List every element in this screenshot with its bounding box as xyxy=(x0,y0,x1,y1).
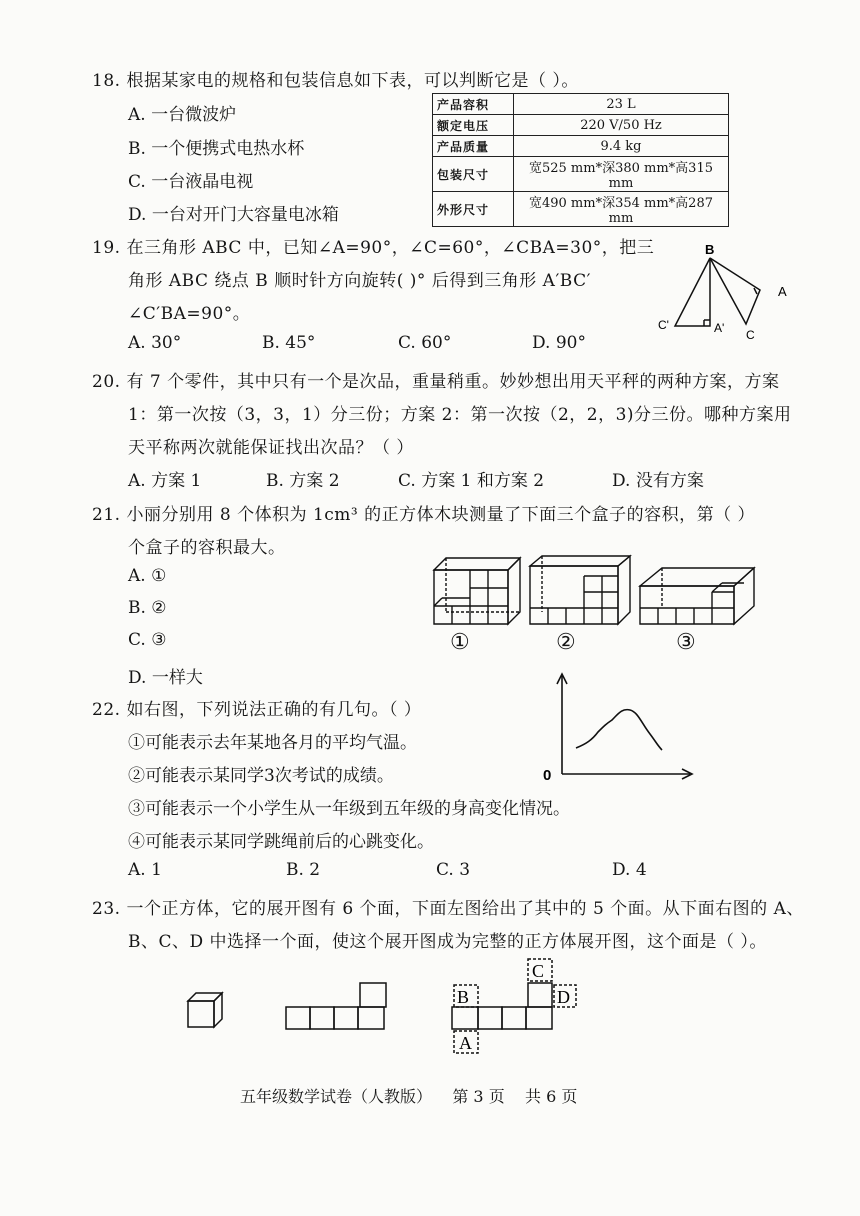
face-a: A xyxy=(459,1033,472,1053)
q19-option-d: D. 90° xyxy=(532,333,586,353)
q22-option-d: D. 4 xyxy=(612,860,647,880)
q20-line-2: 1：第一次按（3，3，1）分三份；方案 2：第一次按（2，2，3)分三份。哪种方案用 xyxy=(128,405,792,425)
origin-label: 0 xyxy=(543,767,552,784)
label-a: A xyxy=(778,284,787,299)
q22-option-a: A. 1 xyxy=(128,860,162,880)
spec-value: 9.4 kg xyxy=(514,136,729,157)
spec-key: 产品质量 xyxy=(433,136,514,157)
spec-value: 宽490 mm*深354 mm*高287 mm xyxy=(514,192,729,227)
table-row xyxy=(433,115,729,136)
q20-line-1: 20. 有 7 个零件，其中只有一个是次品，重量稍重。妙妙想出用天平秤的两种方案，方案 xyxy=(92,372,780,392)
spec-value: 220 V/50 Hz xyxy=(514,115,729,136)
triangle-figure xyxy=(640,238,800,348)
page-footer: 五年级数学试卷（人教版） 第 3 页 共 6 页 xyxy=(240,1087,578,1106)
q19-option-c: C. 60° xyxy=(398,333,452,353)
q20-option-d: D. 没有方案 xyxy=(612,471,704,491)
curve-figure xyxy=(540,670,700,784)
q22-statement-4: ④可能表示某同学跳绳前后的心跳变化。 xyxy=(128,832,434,852)
label-c-prime: C' xyxy=(658,318,669,332)
box-label-2: ② xyxy=(556,630,576,655)
spec-value: 宽525 mm*深380 mm*高315 mm xyxy=(514,157,729,192)
q18-option-c: C. 一台液晶电视 xyxy=(128,172,254,192)
q19-line-2: 角形 ABC 绕点 B 顺时针方向旋转( )° 后得到三角形 A′BC′ xyxy=(128,271,591,291)
q22-option-b: B. 2 xyxy=(286,860,321,880)
spec-key: 包装尺寸 xyxy=(433,157,514,192)
label-b: B xyxy=(705,242,715,257)
spec-key: 外形尺寸 xyxy=(433,192,514,227)
q20-option-c: C. 方案 1 和方案 2 xyxy=(398,471,545,491)
boxes-figure xyxy=(428,552,758,632)
cube-net-figure xyxy=(180,955,600,1060)
face-b: B xyxy=(457,987,470,1007)
q21-line-2: 个盒子的容积最大。 xyxy=(128,538,286,558)
q19-line-3: ∠C′BA=90°。 xyxy=(128,304,251,324)
label-a-prime: A' xyxy=(714,321,725,335)
face-c: C xyxy=(532,961,545,981)
table-row xyxy=(433,192,729,227)
q20-line-3: 天平称两次就能保证找出次品？（ ） xyxy=(128,438,414,458)
table-row xyxy=(433,94,729,115)
q21-option-d: D. 一样大 xyxy=(128,668,203,688)
q19-option-b: B. 45° xyxy=(262,333,316,353)
q21-option-a: A. ① xyxy=(128,566,167,586)
q19-option-a: A. 30° xyxy=(128,333,182,353)
label-c: C xyxy=(746,328,755,342)
q23-line-1: 23. 一个正方体，它的展开图有 6 个面，下面左图给出了其中的 5 个面。从下面右图的 A、 xyxy=(92,899,804,919)
q22-statement-2: ②可能表示某同学3次考试的成绩。 xyxy=(128,766,394,786)
table-row xyxy=(433,136,729,157)
spec-key: 产品容积 xyxy=(433,94,514,115)
q22-option-c: C. 3 xyxy=(436,860,471,880)
q22-line-1: 22. 如右图，下列说法正确的有几句。（ ） xyxy=(92,700,422,720)
q21-option-c: C. ③ xyxy=(128,630,167,650)
q18-option-a: A. 一台微波炉 xyxy=(128,105,237,125)
table-row xyxy=(433,157,729,192)
spec-key: 额定电压 xyxy=(433,115,514,136)
q18-option-b: B. 一个便携式电热水杯 xyxy=(128,139,305,159)
q21-line-1: 21. 小丽分别用 8 个体积为 1cm³ 的正方体木块测量了下面三个盒子的容积，第（ ） xyxy=(92,505,756,525)
q21-option-b: B. ② xyxy=(128,598,167,618)
q20-option-a: A. 方案 1 xyxy=(128,471,202,491)
q18-option-d: D. 一台对开门大容量电冰箱 xyxy=(128,205,339,225)
q22-statement-1: ①可能表示去年某地各月的平均气温。 xyxy=(128,733,417,753)
q19-line-1: 19. 在三角形 ABC 中，已知∠A=90°，∠C=60°，∠CBA=30°，把三 xyxy=(92,238,655,258)
q18-stem: 18. 根据某家电的规格和包装信息如下表，可以判断它是（ ）。 xyxy=(92,71,579,91)
q23-line-2: B、C、D 中选择一个面，使这个展开图成为完整的正方体展开图，这个面是（ ）。 xyxy=(128,932,767,952)
spec-value: 23 L xyxy=(514,94,729,115)
spec-table xyxy=(432,93,729,227)
box-label-1: ① xyxy=(450,630,470,655)
q20-option-b: B. 方案 2 xyxy=(266,471,340,491)
face-d: D xyxy=(557,987,570,1007)
q22-statement-3: ③可能表示一个小学生从一年级到五年级的身高变化情况。 xyxy=(128,799,570,819)
box-label-3: ③ xyxy=(676,630,696,655)
